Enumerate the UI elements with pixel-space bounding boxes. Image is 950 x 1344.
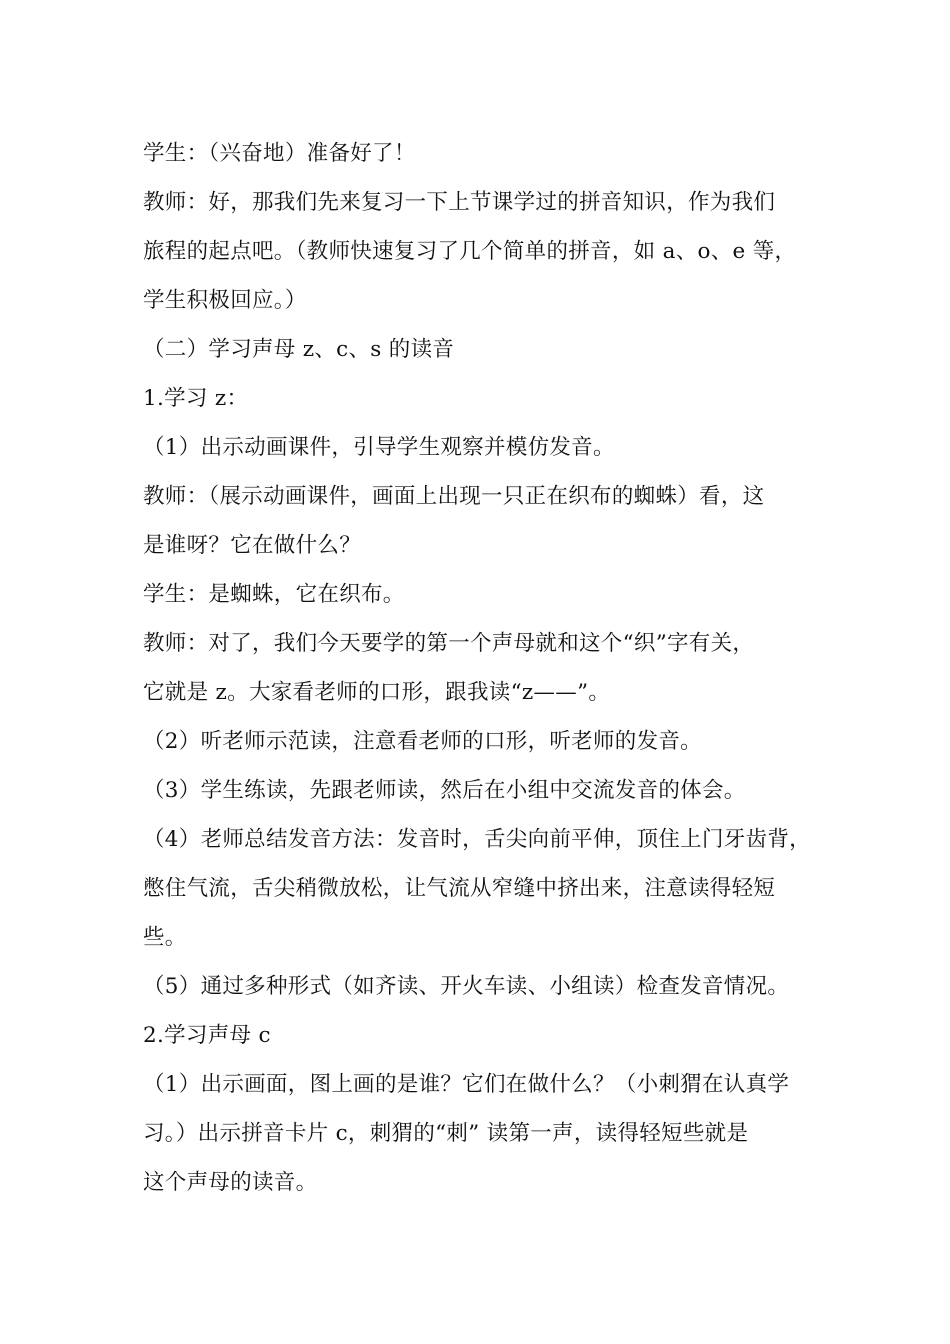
text-line: 教师：（展示动画课件，画面上出现一只正在织布的蜘蛛）看，这 bbox=[143, 484, 765, 509]
text-line: （1）出示动画课件，引导学生观察并模仿发音。 bbox=[143, 435, 615, 460]
document-body bbox=[143, 129, 833, 1207]
text-line: 教师：对了，我们今天要学的第一个声母就和这个“织”字有关， bbox=[143, 631, 755, 656]
text-line: 这个声母的读音。 bbox=[143, 1170, 318, 1195]
text-line: （3）学生练读，先跟老师读，然后在小组中交流发音的体会。 bbox=[143, 778, 746, 803]
text-line: 是谁呀？它在做什么？ bbox=[143, 533, 362, 558]
text-line: 旅程的起点吧。（教师快速复习了几个简单的拼音，如 a、o、e 等， bbox=[143, 239, 797, 264]
text-line: 些。 bbox=[143, 925, 187, 950]
section-heading: （二）学习声母 z、c、s 的读音 bbox=[143, 337, 455, 362]
text-line: 学生：（兴奋地）准备好了！ bbox=[143, 141, 416, 166]
subsection-heading: 1.学习 z： bbox=[143, 386, 249, 411]
text-line: （5）通过多种形式（如齐读、开火车读、小组读）检查发音情况。 bbox=[143, 974, 790, 999]
text-line: 教师：好，那我们先来复习一下上节课学过的拼音知识，作为我们 bbox=[143, 190, 776, 215]
text-line: （2）听老师示范读，注意看老师的口形，听老师的发音。 bbox=[143, 729, 702, 754]
subsection-heading: 2.学习声母 c bbox=[143, 1023, 271, 1048]
text-line: 学生积极回应。） bbox=[143, 288, 307, 313]
text-line: （4）老师总结发音方法：发音时，舌尖向前平伸，顶住上门牙齿背， bbox=[143, 827, 811, 852]
text-line: 它就是 z。大家看老师的口形，跟我读“z——”。 bbox=[143, 680, 611, 705]
text-line: 学生：是蜘蛛，它在织布。 bbox=[143, 582, 405, 607]
text-line: 憋住气流，舌尖稍微放松，让气流从窄缝中挤出来，注意读得轻短 bbox=[143, 876, 776, 901]
text-line: （1）出示画面，图上画的是谁？它们在做什么？（小刺猬在认真学 bbox=[143, 1072, 790, 1097]
text-line: 习。）出示拼音卡片 c，刺猬的“刺” 读第一声，读得轻短些就是 bbox=[143, 1121, 749, 1146]
